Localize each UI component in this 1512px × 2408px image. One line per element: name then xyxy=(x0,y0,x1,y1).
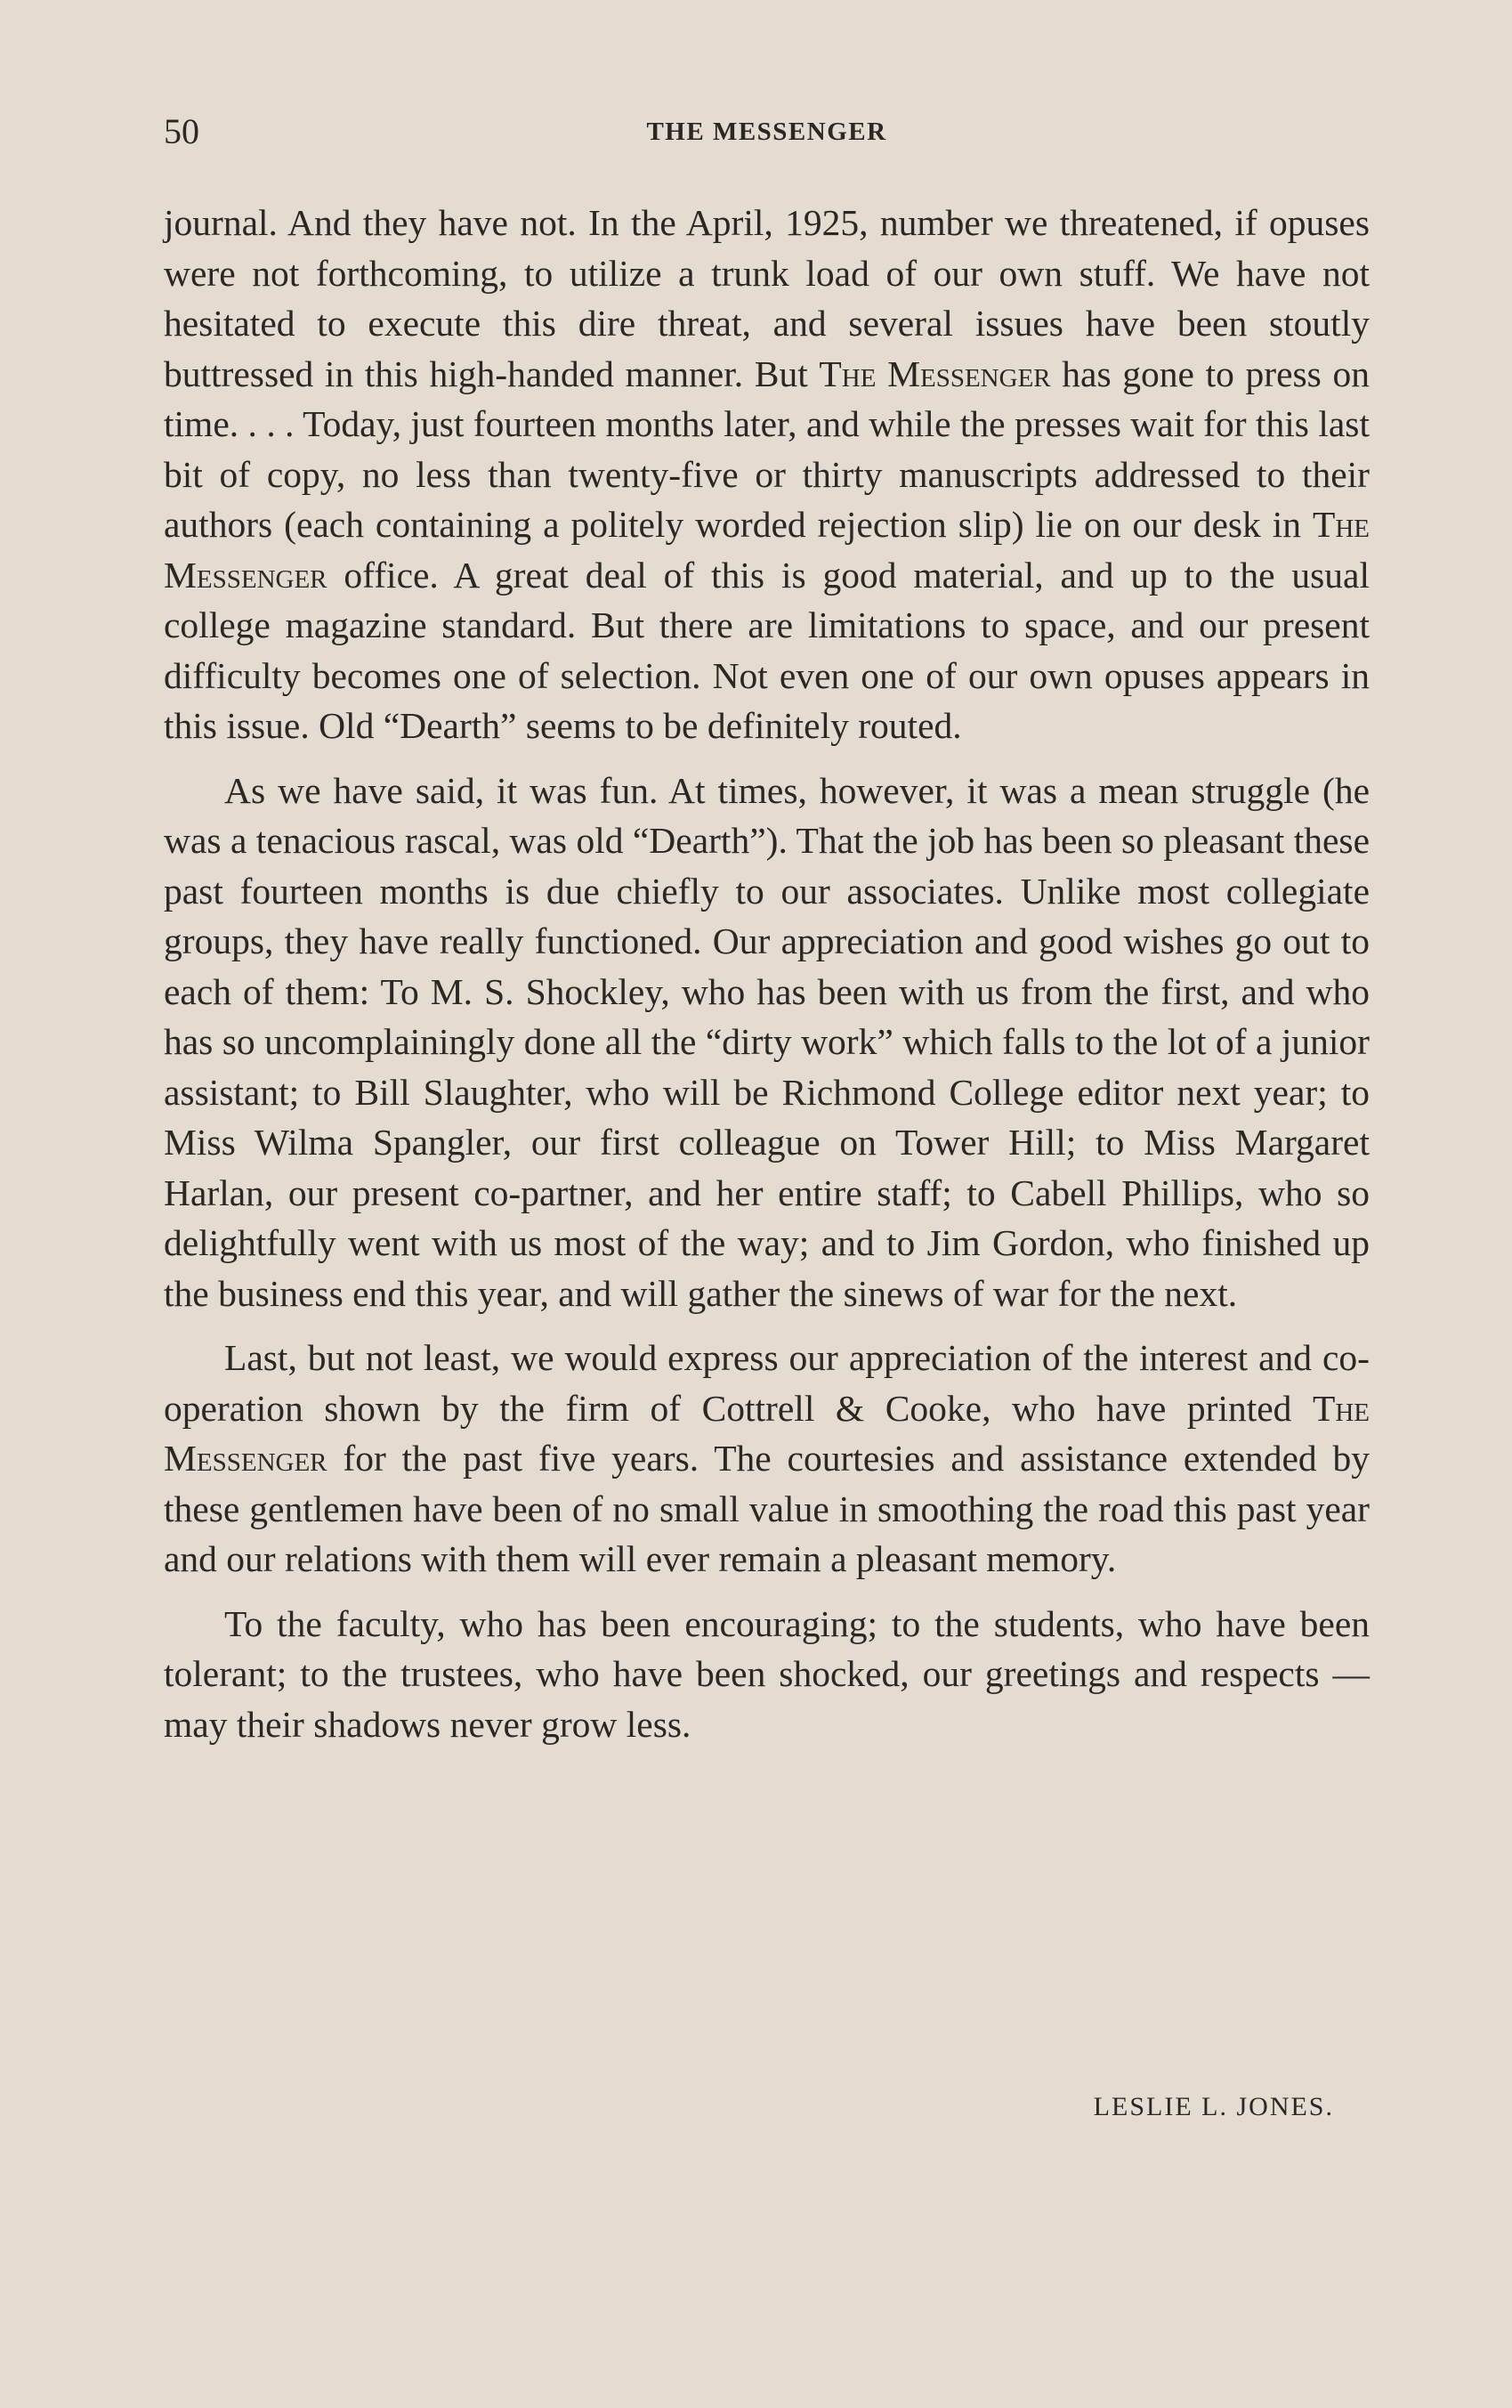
paragraph-3-part-1: Last, but not least, we would express our appreciation of the interest and co-operation shown by the firm of Cottrell & Cooke, who have printed xyxy=(164,1337,1370,1429)
paragraph-3-part-2: for the past five years. The courtesies and assistance extended by these gentlemen have been of no small value in smoothing the road this past year and our relations with them will ever remain a pleasant memory. xyxy=(164,1438,1370,1579)
paragraph-2: As we have said, it was fun. At times, however, it was a mean struggle (he was a tenacious rascal, was old “Dearth”). That the job has been so pleasant these past fourteen months is due chiefly to our associates. Unlike most collegiate groups, they have really functioned. Our appreciation and good wishes go out to each of them: To M. S. Shockley, who has been with us from the first, and who has so uncomplainingly done all the “dirty work” which falls to the lot of a junior assistant; to Bill Slaughter, who will be Richmond College editor next year; to Miss Wilma Spangler, our first colleague on Tower Hill; to Miss Margaret Harlan, our present co-partner, and her entire staff; to Cabell Phillips, who so delightfully went with us most of the way; and to Jim Gordon, who finished up the business end this year, and will gather the sinews of war for the next. xyxy=(164,769,1370,1314)
author-signature: LESLIE L. JONES. xyxy=(1093,2092,1334,2121)
paragraph-1 xyxy=(164,198,1370,751)
magazine-name: The Messenger xyxy=(819,353,1051,394)
paragraph-1-part-3: office. A great deal of this is good material, and up to the usual college magazine standard. But there are limitations to space, and our present difficulty becomes one of selection. Not even one of our own opuses appears in this issue. Old “Dearth” seems to be definitely routed. xyxy=(164,554,1370,746)
journal-title: THE MESSENGER xyxy=(646,118,887,146)
paragraph-1-part-2: has gone to press on time. . . . Today, just fourteen months later, and while the presses wait for this last bit of copy, no less than twenty-five or thirty manuscripts addressed to their authors (each containing a politely worded rejection slip) lie on our desk in xyxy=(164,353,1370,545)
running-head xyxy=(164,105,1370,158)
article-body xyxy=(164,198,1370,1763)
paragraph-3 xyxy=(164,1333,1370,1585)
paragraph-4: To the faculty, who has been encouraging; to the students, who have been tolerant; to the trustees, who have been shocked, our greetings and respects — may their shadows never grow less. xyxy=(164,1602,1370,1745)
magazine-name: The Messenger xyxy=(164,1387,1370,1479)
magazine-name: The Messenger xyxy=(164,504,1370,596)
paragraph-1-part-1: journal. And they have not. In the April, 1925, number we threatened, if opuses were not forthcoming, to utilize a trunk load of our own stuff. We have not hesitated to execute this dire threat, and several issues have been stoutly buttressed in this high-handed manner. But xyxy=(164,202,1370,394)
page-number: 50 xyxy=(164,111,199,151)
